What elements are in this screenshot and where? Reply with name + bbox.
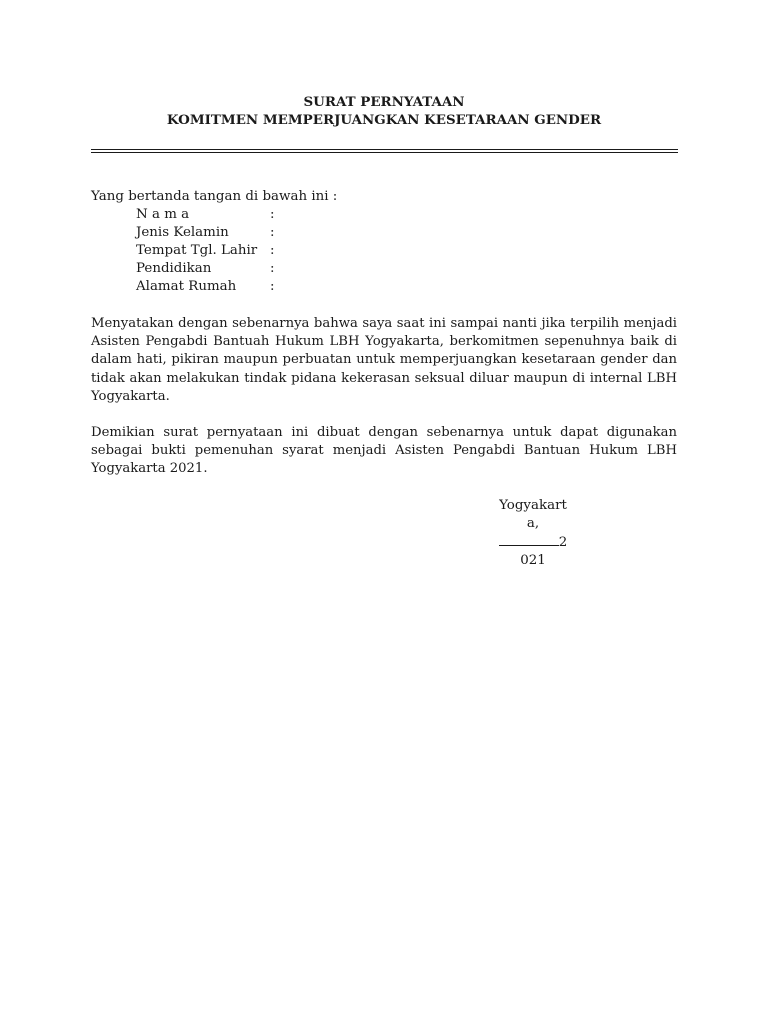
field-colon: : <box>270 207 275 222</box>
header-divider-top <box>91 149 678 150</box>
field-colon: : <box>270 243 275 258</box>
field-label: Pendidikan <box>136 261 212 276</box>
intro-line: Yang bertanda tangan di bawah ini : <box>91 189 338 204</box>
signature-date-line <box>496 533 570 552</box>
document-subtitle: KOMITMEN MEMPERJUANGKAN KESETARAAN GENDER <box>166 112 602 128</box>
field-label: Tempat Tgl. Lahir <box>136 243 258 258</box>
signature-block <box>496 497 570 570</box>
field-label: N a m a <box>136 207 190 222</box>
signature-place-line2: a, <box>526 516 540 531</box>
signature-year-part2: 021 <box>520 553 546 568</box>
field-label: Alamat Rumah <box>136 279 237 294</box>
field-colon: : <box>270 279 275 294</box>
date-blank <box>499 533 559 546</box>
statement-paragraph: Menyatakan dengan sebenarnya bahwa saya saat ini sampai nanti jika terpilih menjadi Asisten Pengabdi Bantuah Hukum LBH Yogyakarta, berkomitmen sepenuhnya baik di dalam hati, pikiran maupun perbuatan untuk memperjuangkan kesetaraan gender dan tidak akan melakukan tindak pidana kekerasan seksual diluar maupun di internal LBH Yogyakarta. <box>91 316 677 404</box>
header-divider-bottom <box>91 152 678 153</box>
signature-place-line1: Yogyakart <box>499 498 567 513</box>
signature-year-part1: 2 <box>558 535 568 550</box>
closing-paragraph: Demikian surat pernyataan ini dibuat dengan sebenarnya untuk dapat digunakan sebagai bukti pemenuhan syarat menjadi Asisten Pengabdi Bantuan Hukum LBH Yogyakarta 2021. <box>91 425 677 477</box>
document-title: SURAT PERNYATAAN <box>303 94 465 110</box>
field-colon: : <box>270 225 275 240</box>
field-label: Jenis Kelamin <box>136 225 229 240</box>
field-colon: : <box>270 261 275 276</box>
